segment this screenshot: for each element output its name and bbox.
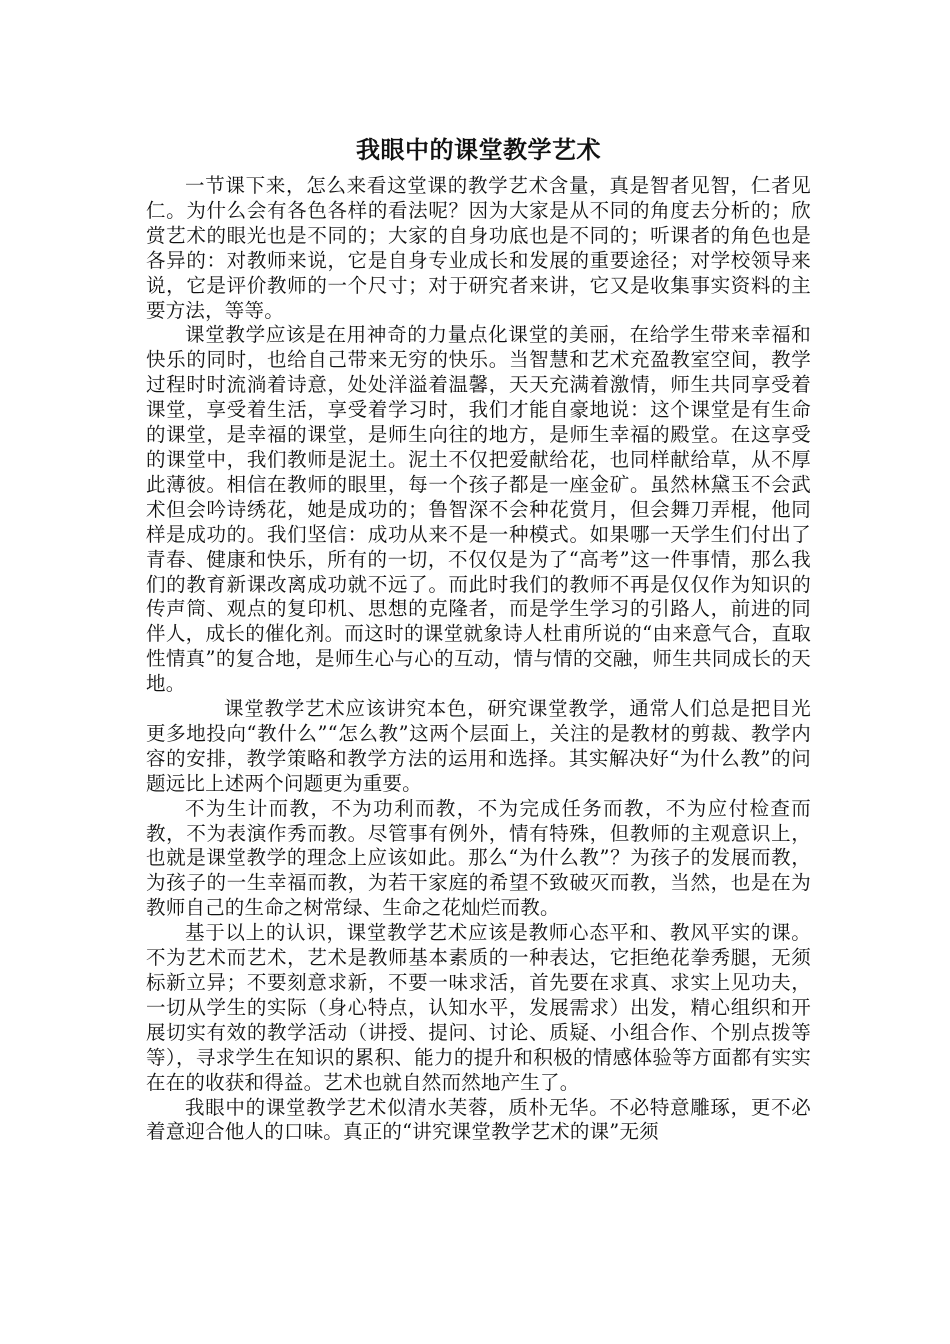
paragraph-3: 课堂教学艺术应该讲究本色，研究课堂教学，通常人们总是把目光更多地投向“教什么”“怎么教”这两个层面上，关注的是教材的剪裁、教学内容的安排，教学策略和教学方法的运用和选择。其实解决好“为什么教”的问题远比上述两个问题更为重要。 (146, 697, 811, 795)
paragraph-6: 我眼中的课堂教学艺术似清水芙蓉，质朴无华。不必特意雕琢，更不必着意迎合他人的口味。真正的“讲究课堂教学艺术的课”无须 (146, 1095, 811, 1144)
paragraph-2: 课堂教学应该是在用神奇的力量点化课堂的美丽，在给学生带来幸福和快乐的同时，也给自己带来无穷的快乐。当智慧和艺术充盈教室空间，教学过程时时流淌着诗意，处处洋溢着温馨，天天充满着激情，师生共同享受着课堂，享受着生活，享受着学习时，我们才能自豪地说：这个课堂是有生命的课堂，是幸福的课堂，是师生向往的地方，是师生幸福的殿堂。在这享受的课堂中，我们教师是泥土。泥土不仅把爱献给花，也同样献给草，从不厚此薄彼。相信在教师的眼里，每一个孩子都是一座金矿。虽然林黛玉不会武术但会吟诗绣花，她是成功的；鲁智深不会种花赏月，但会舞刀弄棍，他同样是成功的。我们坚信：成功从来不是一种模式。如果哪一天学生们付出了青春、健康和快乐，所有的一切，不仅仅是为了“高考”这一件事情，那么我们的教育新课改离成功就不远了。而此时我们的教师不再是仅仅作为知识的传声筒、观点的复印机、思想的克隆者，而是学生学习的引路人，前进的同伴人，成长的催化剂。而这时的课堂就象诗人杜甫所说的“由来意气合，直取性情真”的复合地，是师生心与心的互动，情与情的交融，师生共同成长的天地。 (146, 323, 811, 696)
paragraph-1: 一节课下来，怎么来看这堂课的教学艺术含量，真是智者见智，仁者见仁。为什么会有各色各样的看法呢？因为大家是从不同的角度去分析的；欣赏艺术的眼光也是不同的；大家的自身功底也是不同的；听课者的角色也是各异的：对教师来说，它是自身专业成长和发展的重要途径；对学校领导来说，它是评价教师的一个尺寸；对于研究者来讲，它又是收集事实资料的主要方法，等等。 (146, 174, 811, 322)
paragraph-4: 不为生计而教，不为功利而教，不为完成任务而教，不为应付检查而教，不为表演作秀而教。尽管事有例外，情有特殊，但教师的主观意识上，也就是课堂教学的理念上应该如此。那么“为什么教”？为孩子的发展而教，为孩子的一生幸福而教，为若干家庭的希望不致破灭而教，当然，也是在为教师自己的生命之树常绿、生命之花灿烂而教。 (146, 796, 811, 920)
paragraph-5: 基于以上的认识，课堂教学艺术应该是教师心态平和、教风平实的课。不为艺术而艺术，艺术是教师基本素质的一种表达，它拒绝花拳秀腿，无须标新立异；不要刻意求新，不要一味求活，首先要在求真、求实上见功夫， 一切从学生的实际（身心特点，认知水平，发展需求）出发，精心组织和开展切实有效的教学活动（讲授、提问、讨论、质疑、小组合作、个别点拨等等），寻求学生在知识的累积、能力的提升和积极的情感体验等方面都有实实在在的收获和得益。艺术也就自然而然地产生了。 (146, 921, 811, 1094)
document-page (146, 128, 811, 1145)
document-title: 我眼中的课堂教学艺术 (356, 135, 601, 164)
